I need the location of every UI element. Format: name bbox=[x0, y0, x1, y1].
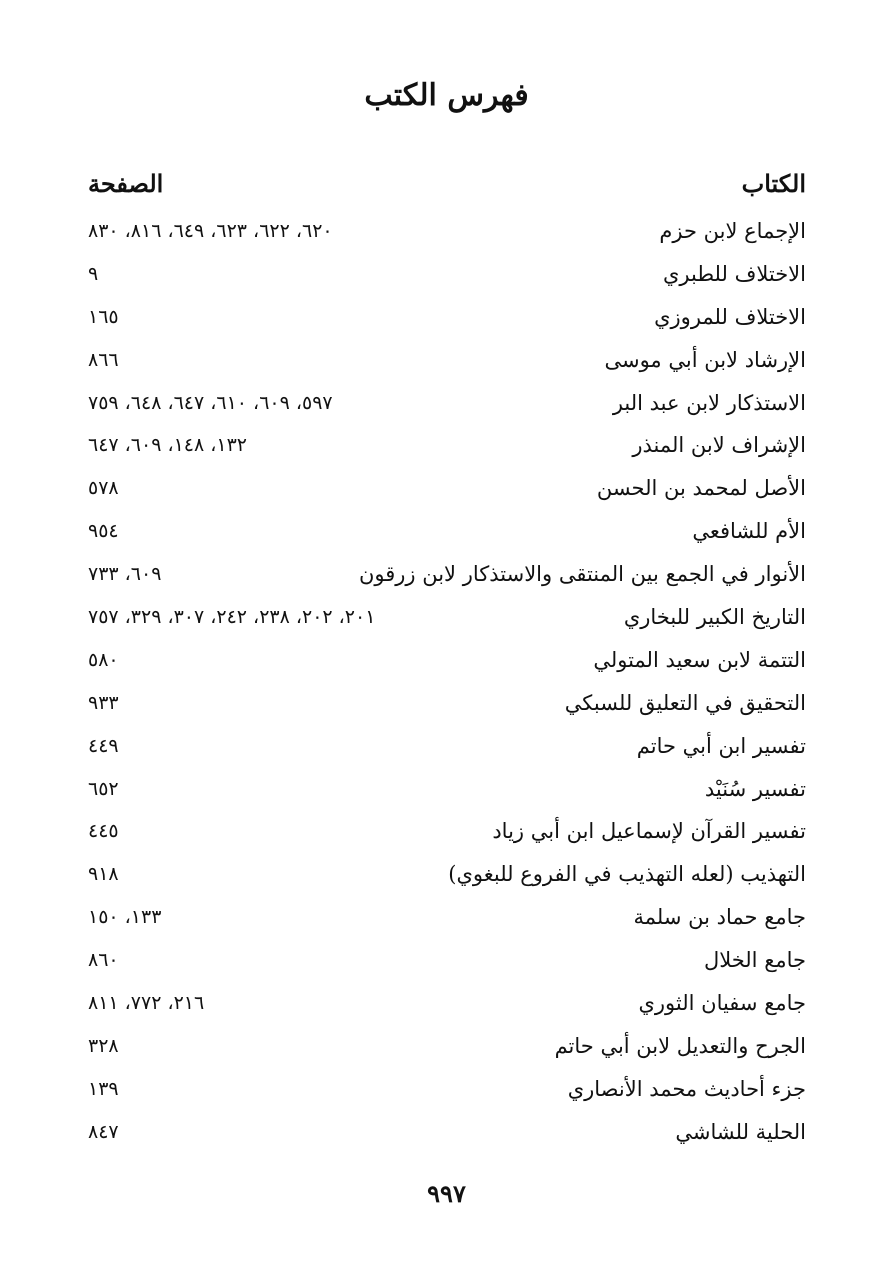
entry-title: جامع الخلال bbox=[703, 948, 806, 973]
column-header-page: الصفحة bbox=[88, 169, 164, 198]
index-entry bbox=[88, 726, 806, 769]
index-entry bbox=[88, 983, 806, 1026]
entry-pages: ٩٣٣ bbox=[88, 691, 119, 714]
page-title: فهرس الكتب bbox=[364, 78, 529, 113]
entry-title: الاختلاف للطبري bbox=[662, 261, 806, 286]
entry-title: الحلية للشاشي bbox=[675, 1119, 806, 1144]
page-number: ٩٩٧ bbox=[427, 1179, 466, 1208]
entry-title: الأنوار في الجمع بين المنتقى والاستذكار لابن زرقون bbox=[358, 562, 806, 587]
entry-pages: ٨٦٦ bbox=[88, 348, 119, 371]
entry-title: جزء أحاديث محمد الأنصاري bbox=[567, 1076, 806, 1101]
index-entry bbox=[88, 1026, 806, 1069]
entry-title: تفسير القرآن لإسماعيل ابن أبي زياد bbox=[492, 819, 806, 844]
entry-pages: ١٣٣، ١٥٠ bbox=[88, 906, 162, 929]
index-entry bbox=[88, 425, 806, 468]
index-entry bbox=[88, 811, 806, 854]
entry-title: جامع سفيان الثوري bbox=[638, 991, 806, 1016]
entry-pages: ١٣٩ bbox=[88, 1077, 119, 1100]
entry-title: الاختلاف للمروزي bbox=[654, 304, 806, 329]
entry-pages: ٦٥٢ bbox=[88, 777, 119, 800]
index-entry bbox=[88, 211, 806, 254]
entry-pages: ٤٤٥ bbox=[88, 820, 119, 843]
index-entry bbox=[88, 383, 806, 426]
entry-title: الإشراف لابن المنذر bbox=[632, 433, 806, 458]
index-entry bbox=[88, 340, 806, 383]
entry-title: تفسير سُنَيْد bbox=[704, 776, 806, 801]
entry-title: الجرح والتعديل لابن أبي حاتم bbox=[554, 1033, 806, 1058]
entry-pages: ٥٧٨ bbox=[88, 477, 119, 500]
column-headers bbox=[88, 164, 806, 204]
entry-pages: ٤٤٩ bbox=[88, 734, 119, 757]
entry-pages: ٥٨٠ bbox=[88, 648, 119, 671]
entry-title: الإرشاد لابن أبي موسى bbox=[604, 347, 806, 372]
index-entry bbox=[88, 897, 806, 940]
index-entry bbox=[88, 468, 806, 511]
entry-pages: ٢٠١، ٢٠٢، ٢٣٨، ٢٤٢، ٣٠٧، ٣٢٩، ٧٥٧ bbox=[88, 606, 376, 629]
index-entry bbox=[88, 511, 806, 554]
entry-pages: ٦٠٩، ٧٣٣ bbox=[88, 563, 162, 586]
entry-title: التهذيب (لعله التهذيب في الفروع للبغوي) bbox=[448, 862, 806, 887]
index-entry bbox=[88, 1112, 806, 1155]
entry-pages: ٨٦٠ bbox=[88, 949, 119, 972]
index-entry bbox=[88, 640, 806, 683]
entry-title: الأصل لمحمد بن الحسن bbox=[596, 476, 806, 501]
entry-pages: ٩٥٤ bbox=[88, 520, 119, 543]
entry-title: جامع حماد بن سلمة bbox=[633, 905, 806, 930]
entry-title: تفسير ابن أبي حاتم bbox=[636, 733, 806, 758]
entry-pages: ١٣٢، ١٤٨، ٦٠٩، ٦٤٧ bbox=[88, 434, 248, 457]
entry-pages: ٨٤٧ bbox=[88, 1120, 119, 1143]
index-entry bbox=[88, 554, 806, 597]
entry-title: التتمة لابن سعيد المتولي bbox=[593, 647, 806, 672]
entry-pages: ٣٢٨ bbox=[88, 1034, 119, 1057]
index-entry bbox=[88, 297, 806, 340]
entry-title: الأم للشافعي bbox=[692, 519, 806, 544]
entry-title: الإجماع لابن حزم bbox=[659, 219, 806, 243]
index-entry bbox=[88, 597, 806, 640]
column-header-book: الكتاب bbox=[741, 169, 806, 198]
entry-pages: ١٦٥ bbox=[88, 305, 119, 328]
entry-pages: ٦٢٠، ٦٢٢، ٦٢٣، ٦٤٩، ٨١٦، ٨٣٠ bbox=[88, 220, 333, 242]
index-entry bbox=[88, 254, 806, 297]
entry-title: التحقيق في التعليق للسبكي bbox=[564, 690, 806, 715]
entry-pages: ٩١٨ bbox=[88, 863, 119, 886]
index-entries bbox=[88, 211, 806, 1155]
entry-title: التاريخ الكبير للبخاري bbox=[623, 605, 806, 630]
index-entry bbox=[88, 769, 806, 812]
index-entry bbox=[88, 1069, 806, 1112]
entry-pages: ٥٩٧، ٦٠٩، ٦١٠، ٦٤٧، ٦٤٨، ٧٥٩ bbox=[88, 391, 333, 414]
entry-pages: ٢١٦، ٧٧٢، ٨١١ bbox=[88, 992, 205, 1015]
entry-pages: ٩ bbox=[88, 262, 99, 285]
entry-title: الاستذكار لابن عبد البر bbox=[612, 390, 806, 415]
index-entry bbox=[88, 854, 806, 897]
index-entry bbox=[88, 940, 806, 983]
index-entry bbox=[88, 683, 806, 726]
